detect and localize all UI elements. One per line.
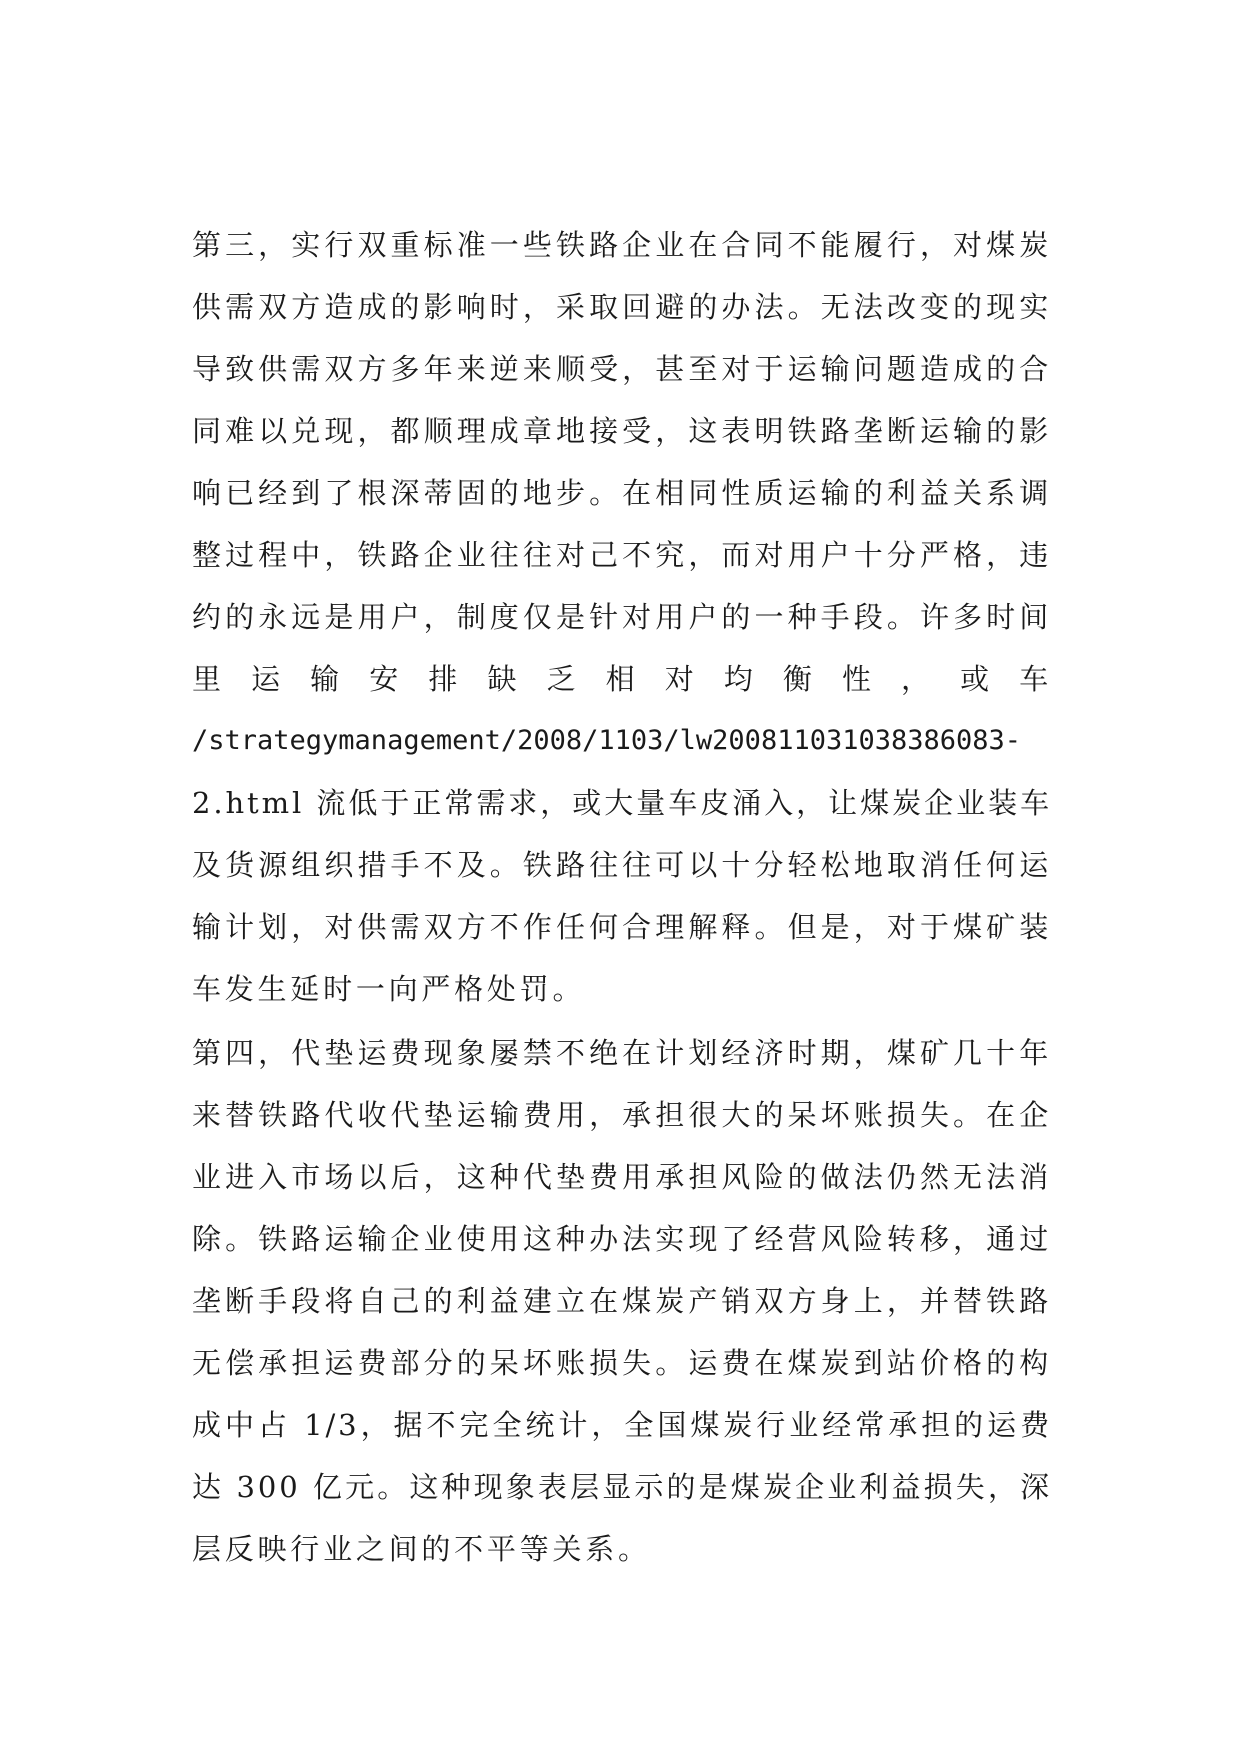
text-line-last: 车发生延时一向严格处罚。: [192, 972, 586, 1006]
text-line: 同难以兑现，都顺理成章地接受，这表明铁路垄断运输的影: [192, 414, 1052, 448]
text-line: 达 300 亿元。这种现象表层显示的是煤炭企业利益损失，深: [192, 1470, 1052, 1504]
text-line-last: 层反映行业之间的不平等关系。: [192, 1532, 651, 1566]
text-line: 输计划，对供需双方不作任何合理解释。但是，对于煤矿装: [192, 910, 1052, 944]
text-line: 及货源组织措手不及。铁路往往可以十分轻松地取消任何运: [192, 848, 1052, 882]
text-line: 里 运 输 安 排 缺 乏 相 对 均 衡 性 ， 或 车: [192, 662, 1052, 696]
paragraph-third-point: [192, 214, 1052, 1020]
text-line: 导致供需双方多年来逆来顺受，甚至对于运输问题造成的合: [192, 352, 1052, 386]
text-line: 来替铁路代收代垫运输费用，承担很大的呆坏账损失。在企: [192, 1098, 1052, 1132]
text-line: 第三，实行双重标准一些铁路企业在合同不能履行，对煤炭: [192, 228, 1052, 262]
text-line: 第四，代垫运费现象屡禁不绝在计划经济时期，煤矿几十年: [192, 1036, 1052, 1070]
text-line: 垄断手段将自己的利益建立在煤炭产销双方身上，并替铁路: [192, 1284, 1052, 1318]
text-line: 约的永远是用户，制度仅是针对用户的一种手段。许多时间: [192, 600, 1052, 634]
text-line: 业进入市场以后，这种代垫费用承担风险的做法仍然无法消: [192, 1160, 1052, 1194]
text-line: 除。铁路运输企业使用这种办法实现了经营风险转移，通过: [192, 1222, 1052, 1256]
text-line: 无偿承担运费部分的呆坏账损失。运费在煤炭到站价格的构: [192, 1346, 1052, 1380]
text-line: 2.html 流低于正常需求，或大量车皮涌入，让煤炭企业装车: [192, 786, 1052, 820]
text-line-url: /strategymanagement/2008/1103/lw20081103103838608​3-: [192, 725, 1022, 756]
paragraph-fourth-point: [192, 1022, 1052, 1580]
text-line: 响已经到了根深蒂固的地步。在相同性质运输的利益关系调: [192, 476, 1052, 510]
text-line: 整过程中，铁路企业往往对己不究，而对用户十分严格，违: [192, 538, 1052, 572]
text-line: 供需双方造成的影响时，采取回避的办法。无法改变的现实: [192, 290, 1052, 324]
text-line: 成中占 1/3，据不完全统计，全国煤炭行业经常承担的运费: [192, 1408, 1052, 1442]
